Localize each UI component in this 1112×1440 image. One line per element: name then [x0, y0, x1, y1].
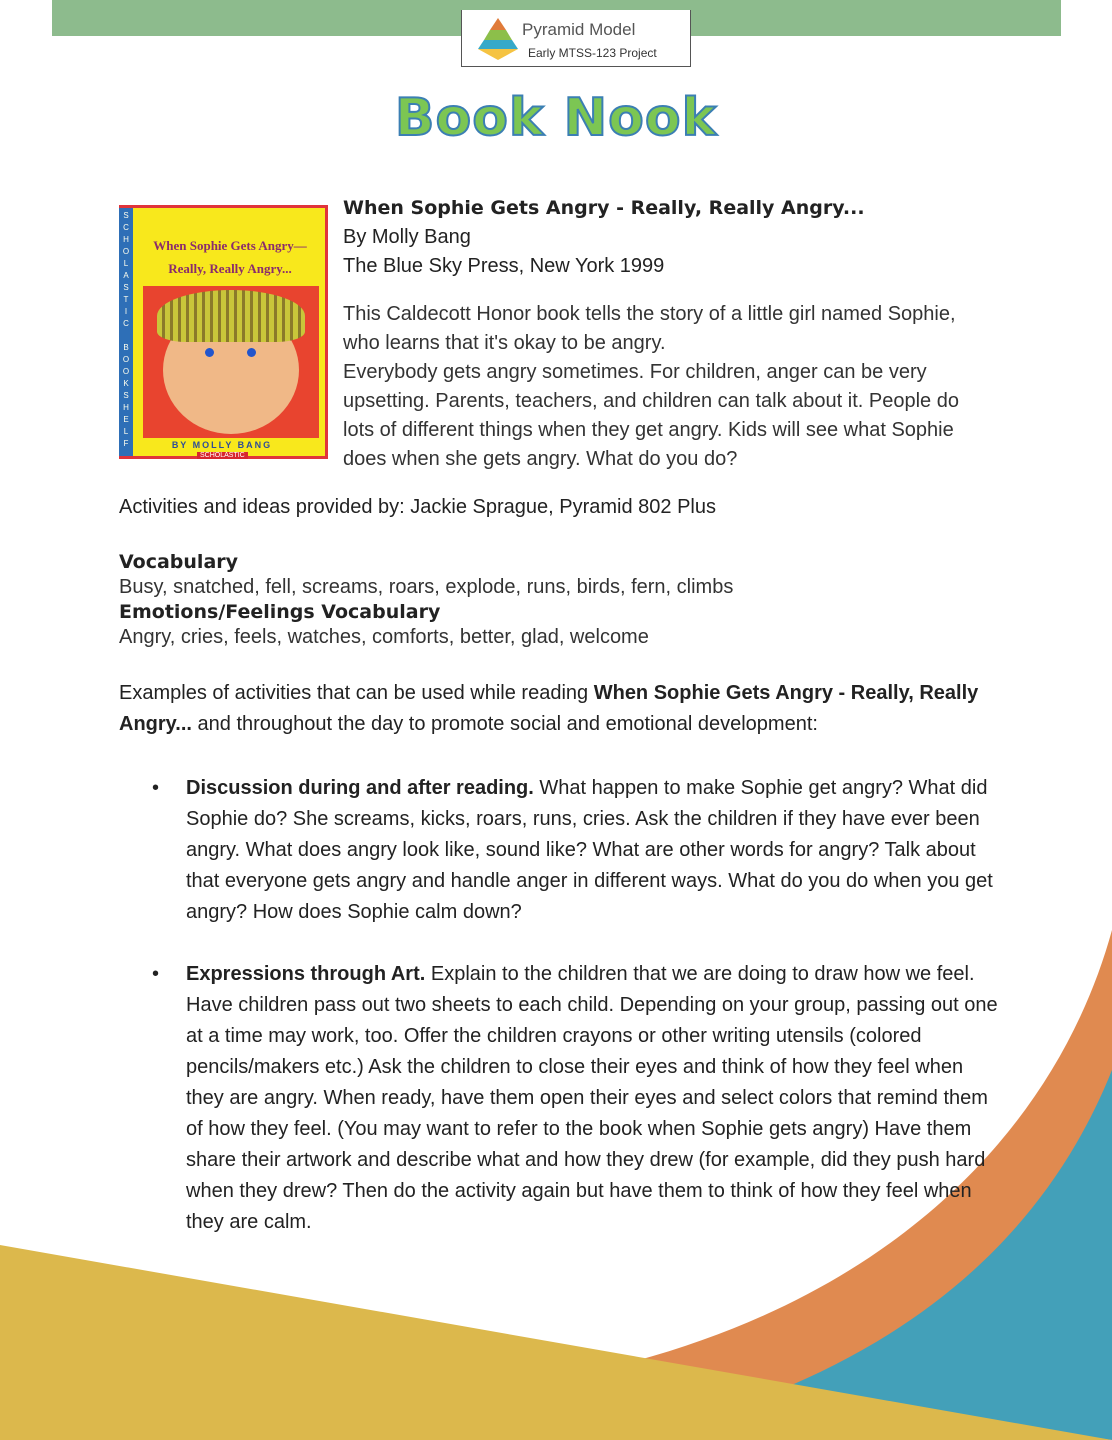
activity-item: • Discussion during and after reading. What happen to make Sophie get angry? What did Sophie do? She screams, kicks, roars, runs, cries. Ask the children if they have ever been angry. What does angry look like, sound like? What are other words for angry? Talk about that everyone gets angry and handle anger in different ways. What do you do when you get angry? How does Sophie calm down?: [186, 773, 1001, 928]
pyramid-icon: [476, 18, 520, 60]
cover-publisher: SCHOLASTIC: [197, 452, 248, 459]
emotions-heading: Emotions/Feelings Vocabulary: [119, 601, 441, 623]
cover-title: [135, 234, 325, 280]
vocabulary-heading: Vocabulary: [119, 551, 239, 573]
book-publisher: The Blue Sky Press, New York 1999: [343, 255, 665, 277]
cover-title-line-2: Really, Really Angry...: [168, 261, 292, 276]
intro-paragraph: Examples of activities that can be used while reading When Sophie Gets Angry - Really, Really Angry... and throughout the day to promote social and emotional development:: [119, 682, 979, 735]
description-2: Everybody gets angry sometimes. For children, anger can be very upsetting. Parents, teachers, and children can talk about it. People do lots of different things when they get angry. Kids will see what Sophie does when she gets angry. What do you do?: [343, 361, 959, 470]
vocabulary-words: Busy, snatched, fell, screams, roars, explode, runs, birds, fern, climbs: [119, 576, 734, 598]
page-title: Book Nook: [394, 88, 718, 148]
emotions-words: Angry, cries, feels, watches, comforts, better, glad, welcome: [119, 626, 649, 648]
cover-title-line-1: When Sophie Gets Angry—: [153, 238, 307, 253]
cover-author: BY MOLLY BANG: [171, 440, 273, 450]
vocabulary-section: [119, 550, 999, 650]
cover-spine: S C H O L A S T I C B O O K S H E L F: [119, 208, 133, 456]
book-description: [343, 300, 993, 474]
book-author: By Molly Bang: [343, 226, 471, 248]
cover-illustration: [143, 286, 319, 438]
logo-subtitle: Early MTSS-123 Project: [528, 46, 657, 60]
pyramid-model-logo: [461, 10, 691, 67]
book-cover-image: [119, 205, 328, 459]
description-1: This Caldecott Honor book tells the story of a little girl named Sophie, who learns that it's okay to be angry.: [343, 303, 956, 354]
book-info: [343, 194, 993, 281]
activity-item: • Expressions through Art. Explain to the children that we are doing to draw how we feel. Have children pass out two sheets to each child. Depending on your group, passing out one at a time may work, too. Offer the children crayons or other writing utensils (colored pencils/makers etc.) Ask the children to close their eyes and think of how they feel when they are angry. When ready, have them open their eyes and select colors that remind them of how they feel. (You may want to refer to the book when Sophie gets angry) Have them share their artwork and describe what and how they drew (for example, did they push hard when they drew? Then do the activity again but have them to think of how they feel when they are calm.: [186, 959, 1001, 1238]
activities-list: [186, 773, 1001, 1269]
book-title: When Sophie Gets Angry - Really, Really Angry...: [343, 197, 865, 219]
logo-title: Pyramid Model: [522, 20, 636, 39]
credits: Activities and ideas provided by: Jackie Sprague, Pyramid 802 Plus: [119, 496, 716, 518]
